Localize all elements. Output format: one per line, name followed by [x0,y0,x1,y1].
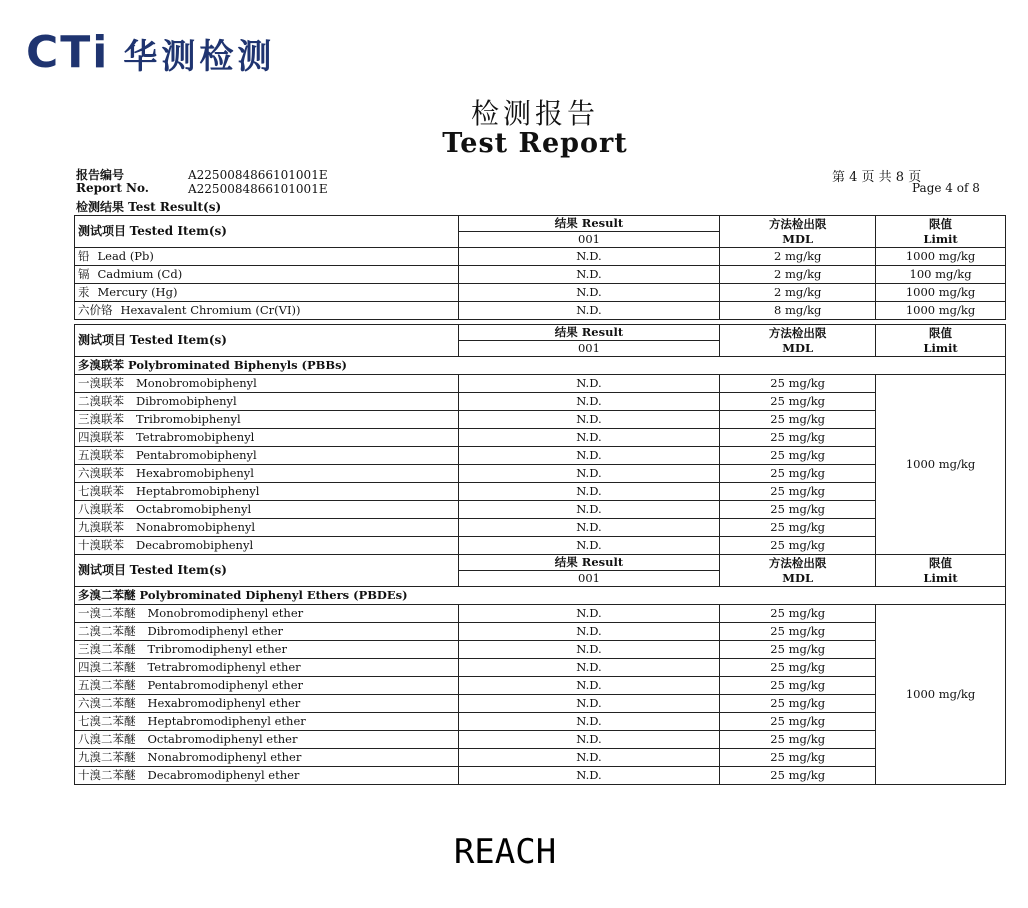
mdl-value: 25 mg/kg [720,623,876,641]
page-count-en: Page 4 of 8 [912,181,980,195]
item-name-cn: 八溴二苯醚 [78,732,136,746]
table-row [75,266,1006,284]
cti-logo [26,27,276,78]
table-row [75,483,1006,501]
mdl-value: 25 mg/kg [720,429,876,447]
tested-item-name [75,519,459,537]
result-value: N.D. [458,483,720,501]
item-name-cn: 九溴二苯醚 [78,750,136,764]
item-name-cn: 一溴联苯 [78,376,124,390]
tested-item-name [75,695,459,713]
table-row [75,429,1006,447]
result-value: N.D. [458,447,720,465]
mdl-value: 25 mg/kg [720,501,876,519]
item-name-en: Heptabromobiphenyl [136,484,260,498]
item-name-en: Octabromobiphenyl [136,502,252,516]
table-row [75,695,1006,713]
tested-item-name [75,411,459,429]
item-name-en: Tetrabromodiphenyl ether [147,660,301,674]
limit-value: 1000 mg/kg [876,248,1006,266]
pbde-group-label: 多溴二苯醚 Polybrominated Diphenyl Ethers (PBDEs) [75,587,1006,605]
item-name-en: Dibromobiphenyl [136,394,237,408]
tested-item-name [75,501,459,519]
item-name-en: Monobromobiphenyl [136,376,257,390]
tested-item-name [75,749,459,767]
report-title-en: Test Report [442,128,628,159]
result-value: N.D. [458,605,720,623]
header-limit: 限值 Limit [876,555,1006,587]
mdl-value: 25 mg/kg [720,465,876,483]
tested-item-name [75,677,459,695]
item-name-en: Nonabromobiphenyl [136,520,256,534]
mdl-value: 25 mg/kg [720,375,876,393]
mdl-value: 25 mg/kg [720,677,876,695]
logo-chinese-name: 华测检测 [123,36,276,77]
item-name-cn: 五溴二苯醚 [78,678,136,692]
item-name-en: Mercury (Hg) [97,285,178,299]
table-row [75,519,1006,537]
item-name-cn: 七溴联苯 [78,484,124,498]
item-name-cn: 三溴联苯 [78,412,124,426]
result-value: N.D. [458,429,720,447]
item-name-en: Decabromodiphenyl ether [147,768,300,782]
mdl-value: 25 mg/kg [720,605,876,623]
header-result: 结果 Result 001 [458,555,720,587]
item-name-cn: 十溴联苯 [78,538,124,552]
mdl-value: 2 mg/kg [720,266,876,284]
mdl-value: 25 mg/kg [720,411,876,429]
item-name-en: Tribromobiphenyl [136,412,241,426]
result-value: N.D. [458,537,720,555]
table-row [75,749,1006,767]
tested-item-name [75,429,459,447]
header-tested-item: 测试项目 Tested Item(s) [75,325,459,357]
heavy-metals-table [74,215,1006,320]
tested-item-name [75,266,459,284]
table-header-row [75,325,1006,357]
tested-item-name [75,713,459,731]
tested-item-name [75,641,459,659]
item-name-en: Hexavalent Chromium (Cr(VI)) [120,303,301,317]
header-limit: 限值 Limit [876,325,1006,357]
result-value: N.D. [458,375,720,393]
result-value: N.D. [458,465,720,483]
mdl-value: 25 mg/kg [720,447,876,465]
limit-value: 100 mg/kg [876,266,1006,284]
logo-mark: CTi [26,27,110,78]
header-mdl: 方法检出限 MDL [720,325,876,357]
header-result: 结果 Result 001 [458,216,720,248]
table-row [75,537,1006,555]
result-value: N.D. [458,731,720,749]
mdl-value: 2 mg/kg [720,284,876,302]
result-value: N.D. [458,695,720,713]
table-row [75,501,1006,519]
mdl-value: 25 mg/kg [720,713,876,731]
mdl-value: 25 mg/kg [720,767,876,785]
limit-value: 1000 mg/kg [876,284,1006,302]
table-row [75,659,1006,677]
table-row [75,393,1006,411]
tested-item-name [75,302,459,320]
mdl-value: 25 mg/kg [720,659,876,677]
item-name-en: Decabromobiphenyl [136,538,254,552]
item-name-en: Dibromodiphenyl ether [147,624,283,638]
limit-value: 1000 mg/kg [876,302,1006,320]
item-name-cn: 六溴二苯醚 [78,696,136,710]
result-value: N.D. [458,623,720,641]
mdl-value: 25 mg/kg [720,483,876,501]
tested-item-name [75,731,459,749]
tested-item-name [75,465,459,483]
pbb-table [74,324,1006,555]
result-value: N.D. [458,659,720,677]
table-row [75,731,1006,749]
result-value: N.D. [458,302,720,320]
item-name-en: Hexabromodiphenyl ether [147,696,301,710]
tested-item-name [75,393,459,411]
item-name-en: Monobromodiphenyl ether [147,606,304,620]
item-name-en: Tetrabromobiphenyl [136,430,255,444]
page-count-cn: 第 4 页 共 8 页 [832,170,922,185]
report-no-value-2: A2250084866101001E [188,182,328,196]
pbb-group-label: 多溴联苯 Polybrominated Biphenyls (PBBs) [75,357,1006,375]
tested-item-name [75,447,459,465]
item-name-en: Nonabromodiphenyl ether [147,750,302,764]
result-value: N.D. [458,393,720,411]
tested-item-name [75,248,459,266]
table-row [75,641,1006,659]
item-name-cn: 三溴二苯醚 [78,642,136,656]
pbde-table [74,554,1006,785]
header-mdl: 方法检出限 MDL [720,216,876,248]
result-value: N.D. [458,284,720,302]
item-name-cn: 四溴联苯 [78,430,124,444]
mdl-value: 25 mg/kg [720,519,876,537]
result-value: N.D. [458,677,720,695]
tested-item-name [75,375,459,393]
table-row [75,713,1006,731]
result-value: N.D. [458,501,720,519]
item-name-en: Cadmium (Cd) [97,267,183,281]
item-name-cn: 六价铬 [78,303,113,317]
result-value: N.D. [458,749,720,767]
item-name-en: Heptabromodiphenyl ether [147,714,306,728]
item-name-en: Pentabromodiphenyl ether [147,678,304,692]
reach-caption: REACH [453,832,557,872]
mdl-value: 25 mg/kg [720,695,876,713]
table-row [75,447,1006,465]
item-name-cn: 六溴联苯 [78,466,124,480]
table-row [75,284,1006,302]
item-name-cn: 七溴二苯醚 [78,714,136,728]
tested-item-name [75,767,459,785]
table-row [75,302,1006,320]
header-mdl: 方法检出限 MDL [720,555,876,587]
result-value: N.D. [458,411,720,429]
item-name-cn: 十溴二苯醚 [78,768,136,782]
item-name-cn: 四溴二苯醚 [78,660,136,674]
mdl-value: 25 mg/kg [720,731,876,749]
result-value: N.D. [458,641,720,659]
item-name-cn: 镉 [78,267,90,281]
group-limit-value: 1000 mg/kg [876,605,1006,785]
item-name-cn: 铅 [78,249,90,263]
group-row [75,587,1006,605]
table-row [75,767,1006,785]
table-row [75,623,1006,641]
table-row [75,605,1006,623]
item-name-cn: 一溴二苯醚 [78,606,136,620]
report-title-cn: 检测报告 [470,97,599,130]
report-no-label-en: Report No. [76,181,149,195]
tested-item-name [75,659,459,677]
item-name-en: Hexabromobiphenyl [136,466,254,480]
report-no-label-cn: 报告编号 [76,168,125,182]
tested-item-name [75,605,459,623]
mdl-value: 25 mg/kg [720,537,876,555]
tested-item-name [75,284,459,302]
item-name-cn: 八溴联苯 [78,502,124,516]
result-value: N.D. [458,248,720,266]
item-name-cn: 九溴联苯 [78,520,124,534]
result-value: N.D. [458,713,720,731]
header-tested-item: 测试项目 Tested Item(s) [75,216,459,248]
header-tested-item: 测试项目 Tested Item(s) [75,555,459,587]
tested-item-name [75,623,459,641]
report-no-value: A2250084866101001E [188,168,328,182]
table-row [75,248,1006,266]
item-name-en: Pentabromobiphenyl [136,448,257,462]
group-row [75,357,1006,375]
item-name-en: Tribromodiphenyl ether [147,642,287,656]
table-row [75,677,1006,695]
tested-item-name [75,537,459,555]
item-name-cn: 汞 [78,285,90,299]
group-limit-value: 1000 mg/kg [876,375,1006,555]
result-value: N.D. [458,266,720,284]
item-name-cn: 二溴二苯醚 [78,624,136,638]
mdl-value: 2 mg/kg [720,248,876,266]
mdl-value: 25 mg/kg [720,393,876,411]
header-result: 结果 Result 001 [458,325,720,357]
item-name-en: Lead (Pb) [97,249,154,263]
item-name-cn: 五溴联苯 [78,448,124,462]
tested-item-name [75,483,459,501]
table-header-row [75,216,1006,248]
table-row [75,375,1006,393]
mdl-value: 25 mg/kg [720,749,876,767]
result-value: N.D. [458,519,720,537]
mdl-value: 8 mg/kg [720,302,876,320]
result-heading: 检测结果 Test Result(s) [76,200,222,214]
table-row [75,465,1006,483]
table-row [75,411,1006,429]
header-limit: 限值 Limit [876,216,1006,248]
mdl-value: 25 mg/kg [720,641,876,659]
item-name-en: Octabromodiphenyl ether [147,732,298,746]
item-name-cn: 二溴联苯 [78,394,124,408]
result-value: N.D. [458,767,720,785]
table-header-row [75,555,1006,587]
